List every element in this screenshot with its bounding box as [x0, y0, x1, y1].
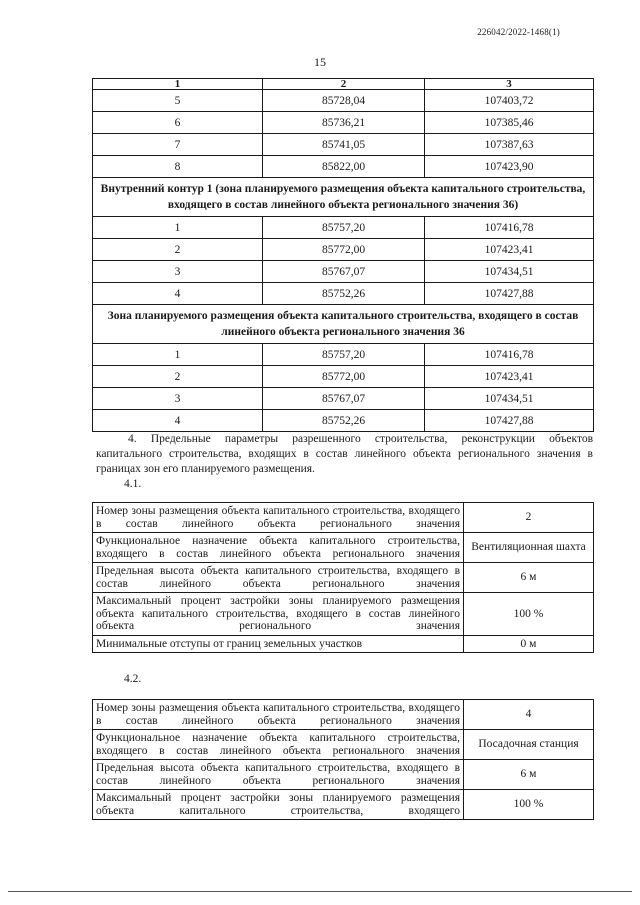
parameter-value: 2 — [464, 503, 594, 533]
parameter-label: Минимальные отступы от границ земельных участков — [93, 635, 464, 653]
table-row — [93, 790, 594, 820]
section-title: Зона планируемого размещения объекта капитального строительства, входящего в состав линейного объекта регионального значения 36 — [93, 305, 594, 344]
parameter-label: Предельная высота объекта капитального строительства, входящего в состав линейного объекта регионального значения — [93, 760, 464, 790]
subsection-4-1-heading: 4.1. — [124, 478, 142, 490]
parameter-value: 0 м — [464, 635, 594, 653]
y-coordinate: 107434,51 — [425, 388, 594, 410]
parameter-value: 100 % — [464, 593, 594, 636]
point-number: 3 — [93, 261, 263, 283]
point-number: 2 — [93, 239, 263, 261]
x-coordinate: 85752,26 — [263, 410, 425, 432]
column-header: 3 — [425, 79, 594, 90]
table-row — [93, 112, 594, 134]
table-row — [93, 533, 594, 563]
parameter-value: Вентиляционная шахта — [464, 533, 594, 563]
y-coordinate: 107403,72 — [425, 90, 594, 112]
x-coordinate: 85728,04 — [263, 90, 425, 112]
parameter-value: 6 м — [464, 563, 594, 593]
parameter-value: 6 м — [464, 760, 594, 790]
subsection-4-2-heading: 4.2. — [124, 673, 142, 685]
table-row — [93, 134, 594, 156]
parameter-value: 100 % — [464, 790, 594, 820]
table-row — [93, 366, 594, 388]
y-coordinate: 107423,41 — [425, 366, 594, 388]
x-coordinate: 85772,00 — [263, 239, 425, 261]
parameter-label: Номер зоны размещения объекта капитального строительства, входящего в состав линейного объекта регионального значения — [93, 503, 464, 533]
point-number: 5 — [93, 90, 263, 112]
y-coordinate: 107387,63 — [425, 134, 594, 156]
parameter-value: 4 — [464, 700, 594, 730]
x-coordinate: 85736,21 — [263, 112, 425, 134]
x-coordinate: 85767,07 — [263, 261, 425, 283]
parameter-label: Функциональное назначение объекта капитального строительства, входящего в состав линейного объекта регионального значения — [93, 730, 464, 760]
y-coordinate: 107434,51 — [425, 261, 594, 283]
column-header: 1 — [93, 79, 263, 90]
y-coordinate: 107385,46 — [425, 112, 594, 134]
coordinates-table — [92, 78, 594, 432]
table-row — [93, 563, 594, 593]
x-coordinate: 85741,05 — [263, 134, 425, 156]
section-title-row — [93, 305, 594, 344]
point-number: 8 — [93, 156, 263, 178]
table-row — [93, 261, 594, 283]
x-coordinate: 85767,07 — [263, 388, 425, 410]
doc-id: 226042/2022-1468(1) — [477, 27, 560, 37]
table-row — [93, 635, 594, 653]
point-number: 1 — [93, 344, 263, 366]
parameters-table-4-2 — [92, 699, 594, 820]
paragraph-4: 4. Предельные параметры разрешенного строительства, реконструкции объектов капитального строительства, входящих в состав линейного объекта регионального значения в границах зон его планируемого размещения. — [96, 433, 593, 475]
parameter-label: Номер зоны размещения объекта капитального строительства, входящего в состав линейного объекта регионального значения — [93, 700, 464, 730]
x-coordinate: 85822,00 — [263, 156, 425, 178]
y-coordinate: 107423,41 — [425, 239, 594, 261]
table-row — [93, 760, 594, 790]
parameters-table-4-1 — [92, 502, 594, 653]
section-title: Внутренний контур 1 (зона планируемого размещения объекта капитального строительства, входящего в состав линейного объекта регионального значения 36) — [93, 178, 594, 217]
y-coordinate: 107427,88 — [425, 410, 594, 432]
column-header: 2 — [263, 79, 425, 90]
x-coordinate: 85757,20 — [263, 344, 425, 366]
table-row — [93, 388, 594, 410]
y-coordinate: 107416,78 — [425, 344, 594, 366]
parameter-value: Посадочная станция — [464, 730, 594, 760]
table-row — [93, 593, 594, 636]
point-number: 4 — [93, 283, 263, 305]
y-coordinate: 107423,90 — [425, 156, 594, 178]
scan-edge-line — [8, 891, 632, 892]
point-number: 4 — [93, 410, 263, 432]
point-number: 1 — [93, 217, 263, 239]
parameter-label: Предельная высота объекта капитального строительства, входящего в состав линейного объекта регионального значения — [93, 563, 464, 593]
table-row — [93, 700, 594, 730]
table-row — [93, 239, 594, 261]
x-coordinate: 85772,00 — [263, 366, 425, 388]
table-row — [93, 217, 594, 239]
table-row — [93, 503, 594, 533]
point-number: 3 — [93, 388, 263, 410]
point-number: 7 — [93, 134, 263, 156]
y-coordinate: 107416,78 — [425, 217, 594, 239]
section-title-row — [93, 178, 594, 217]
table-row — [93, 730, 594, 760]
y-coordinate: 107427,88 — [425, 283, 594, 305]
table-row — [93, 156, 594, 178]
point-number: 6 — [93, 112, 263, 134]
table-row — [93, 344, 594, 366]
table-header-row — [93, 79, 594, 90]
point-number: 2 — [93, 366, 263, 388]
x-coordinate: 85752,26 — [263, 283, 425, 305]
page-number: 15 — [314, 55, 326, 69]
table-row — [93, 90, 594, 112]
table-row — [93, 283, 594, 305]
parameter-label: Максимальный процент застройки зоны планируемого размещения объекта капитального строительства, входящего — [93, 790, 464, 820]
parameter-label: Функциональное назначение объекта капитального строительства, входящего в состав линейного объекта регионального значения — [93, 533, 464, 563]
table-row — [93, 410, 594, 432]
x-coordinate: 85757,20 — [263, 217, 425, 239]
parameter-label: Максимальный процент застройки зоны планируемого размещения объекта капитального строительства, входящего в состав линейного объекта регионального значения — [93, 593, 464, 636]
